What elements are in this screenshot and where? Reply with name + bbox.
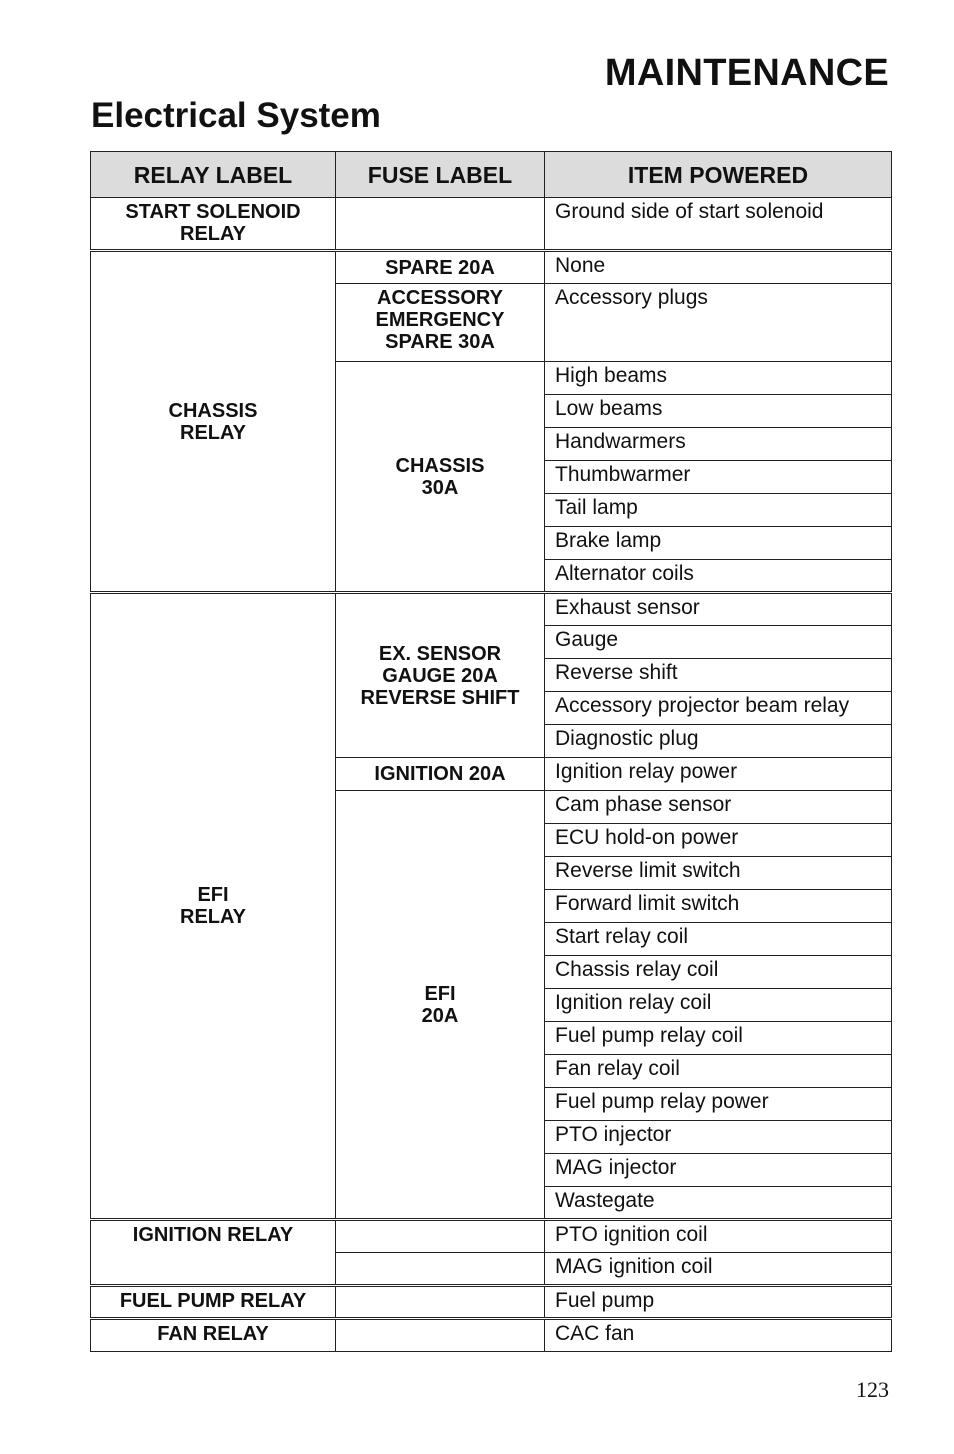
item-powered: Chassis relay coil: [545, 956, 892, 989]
item-powered: Wastegate: [545, 1187, 892, 1220]
relay-label-chassis: CHASSIS RELAY: [91, 251, 336, 593]
item-powered: PTO ignition coil: [545, 1220, 892, 1253]
item-powered: Cam phase sensor: [545, 791, 892, 824]
fuse-label-spare-20a: SPARE 20A: [336, 251, 545, 284]
relay-label-fuel-pump: FUEL PUMP RELAY: [91, 1286, 336, 1319]
table-row: [91, 251, 892, 284]
relay-label-start-solenoid: START SOLENOID RELAY: [91, 198, 336, 251]
relay-label-efi: EFI RELAY: [91, 593, 336, 1220]
fuse-label-empty: [336, 198, 545, 251]
fuse-label-accessory: ACCESSORY EMERGENCY SPARE 30A: [336, 284, 545, 362]
item-powered: Fuel pump relay coil: [545, 1022, 892, 1055]
fuse-label-chassis-30a: CHASSIS 30A: [336, 362, 545, 593]
item-powered: PTO injector: [545, 1121, 892, 1154]
relay-label-ignition: IGNITION RELAY: [91, 1220, 336, 1286]
item-powered: MAG injector: [545, 1154, 892, 1187]
table-row: [91, 1220, 892, 1253]
relay-label-fan: FAN RELAY: [91, 1319, 336, 1352]
table-row: [91, 198, 892, 251]
item-powered: MAG ignition coil: [545, 1253, 892, 1286]
item-powered: Accessory projector beam relay: [545, 692, 892, 725]
fuse-label-ex-sensor: EX. SENSOR GAUGE 20A REVERSE SHIFT: [336, 593, 545, 758]
item-powered: Low beams: [545, 395, 892, 428]
fuse-label-empty: [336, 1319, 545, 1352]
fuse-label-efi-20a: EFI 20A: [336, 791, 545, 1220]
item-powered: CAC fan: [545, 1319, 892, 1352]
fuse-label-empty: [336, 1220, 545, 1253]
item-powered: Brake lamp: [545, 527, 892, 560]
column-header-fuse: FUSE LABEL: [336, 152, 545, 198]
item-powered: Fan relay coil: [545, 1055, 892, 1088]
table-header-row: [91, 152, 892, 198]
item-powered: Reverse shift: [545, 659, 892, 692]
item-powered: Start relay coil: [545, 923, 892, 956]
item-powered: Forward limit switch: [545, 890, 892, 923]
table-row: [91, 1319, 892, 1352]
item-powered: Thumbwarmer: [545, 461, 892, 494]
item-powered: Tail lamp: [545, 494, 892, 527]
item-powered: None: [545, 251, 892, 284]
item-powered: Handwarmers: [545, 428, 892, 461]
item-powered: Ignition relay power: [545, 758, 892, 791]
column-header-relay: RELAY LABEL: [91, 152, 336, 198]
fuse-label-ignition-20a: IGNITION 20A: [336, 758, 545, 791]
item-powered: Accessory plugs: [545, 284, 892, 362]
item-powered: Diagnostic plug: [545, 725, 892, 758]
fuse-label-empty: [336, 1253, 545, 1286]
table-row: [91, 593, 892, 626]
fuse-label-empty: [336, 1286, 545, 1319]
item-powered: Ground side of start solenoid: [545, 198, 892, 251]
item-powered: Fuel pump: [545, 1286, 892, 1319]
table-row: [91, 1286, 892, 1319]
page-number: 123: [856, 1377, 889, 1402]
item-powered: Exhaust sensor: [545, 593, 892, 626]
item-powered: ECU hold-on power: [545, 824, 892, 857]
item-powered: Gauge: [545, 626, 892, 659]
item-powered: Reverse limit switch: [545, 857, 892, 890]
page-title: Electrical System: [91, 96, 381, 135]
column-header-item: ITEM POWERED: [545, 152, 892, 198]
item-powered: Alternator coils: [545, 560, 892, 593]
fuse-relay-table: [90, 151, 892, 1352]
item-powered: High beams: [545, 362, 892, 395]
item-powered: Fuel pump relay power: [545, 1088, 892, 1121]
item-powered: Ignition relay coil: [545, 989, 892, 1022]
section-title: MAINTENANCE: [604, 52, 889, 94]
